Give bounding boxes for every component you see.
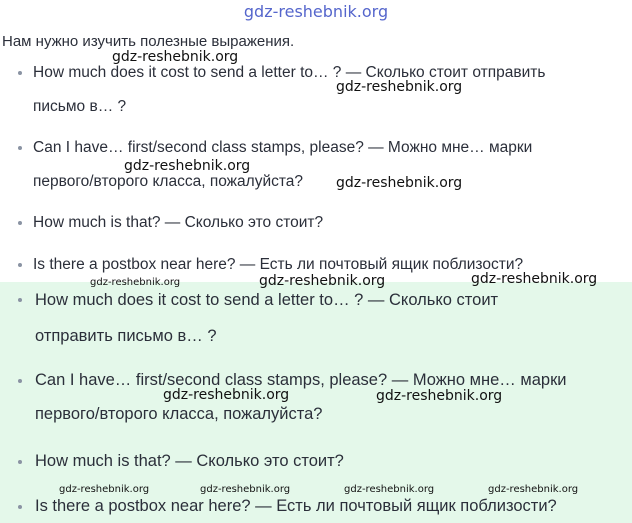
phrase-line: Is there a postbox near here? — Есть ли почтовый ящик поблизости? bbox=[35, 497, 557, 515]
bullet-icon bbox=[18, 460, 22, 464]
bullet-icon bbox=[18, 221, 22, 225]
bullet-icon bbox=[18, 146, 22, 150]
phrase-text bbox=[35, 363, 627, 431]
phrase-line: отправить письмо в… ? bbox=[35, 327, 217, 345]
watermark: gdz-reshebnik.org bbox=[124, 158, 251, 174]
watermark: gdz-reshebnik.org bbox=[90, 277, 181, 288]
watermark: gdz-reshebnik.org bbox=[376, 388, 503, 404]
bullet-icon bbox=[18, 379, 22, 383]
watermark: gdz-reshebnik.org bbox=[112, 49, 239, 65]
phrase-text bbox=[35, 282, 627, 354]
phrase-line: первого/второго класса, пожалуйста? bbox=[33, 173, 304, 190]
phrase-line: How much does it cost to send a letter to… ? — Сколько стоит bbox=[35, 291, 499, 309]
watermark: gdz-reshebnik.org bbox=[59, 484, 150, 495]
phrase-line: How much is that? — Сколько это стоит? bbox=[33, 214, 324, 231]
watermark: gdz-reshebnik.org bbox=[259, 273, 386, 289]
watermark: gdz-reshebnik.org bbox=[488, 484, 579, 495]
watermark: gdz-reshebnik.org bbox=[200, 484, 291, 495]
watermark: gdz-reshebnik.org bbox=[336, 79, 463, 95]
phrase-line: письмо в… ? bbox=[33, 98, 127, 115]
phrase-line: Is there a postbox near here? — Есть ли почтовый ящик поблизости? bbox=[33, 256, 524, 273]
bullet-icon bbox=[18, 298, 22, 302]
phrase-text bbox=[33, 131, 628, 199]
phrase-line: Can I have… first/second class stamps, please? — Можно мне… марки bbox=[33, 139, 533, 156]
phrase-text bbox=[35, 444, 627, 478]
phrase-text bbox=[33, 206, 628, 240]
watermark: gdz-reshebnik.org bbox=[163, 387, 290, 403]
bullet-icon bbox=[18, 71, 22, 75]
watermark: gdz-reshebnik.org bbox=[344, 484, 435, 495]
phrase-line: How much is that? — Сколько это стоит? bbox=[35, 452, 344, 470]
phrase-line: How much does it cost to send a letter to… ? — Сколько стоит отправить bbox=[33, 64, 546, 81]
phrase-text bbox=[33, 56, 628, 124]
watermark: gdz-reshebnik.org bbox=[471, 271, 598, 287]
header-watermark: gdz-reshebnik.org bbox=[243, 2, 389, 21]
watermark: gdz-reshebnik.org bbox=[336, 175, 463, 191]
phrase-line: Can I have… first/second class stamps, please? — Можно мне… марки bbox=[35, 371, 567, 389]
bullet-icon bbox=[18, 505, 22, 509]
intro-text: Нам нужно изучить полезные выражения. bbox=[2, 33, 295, 50]
bullet-icon bbox=[18, 263, 22, 267]
phrase-line: первого/второго класса, пожалуйста? bbox=[35, 405, 323, 423]
